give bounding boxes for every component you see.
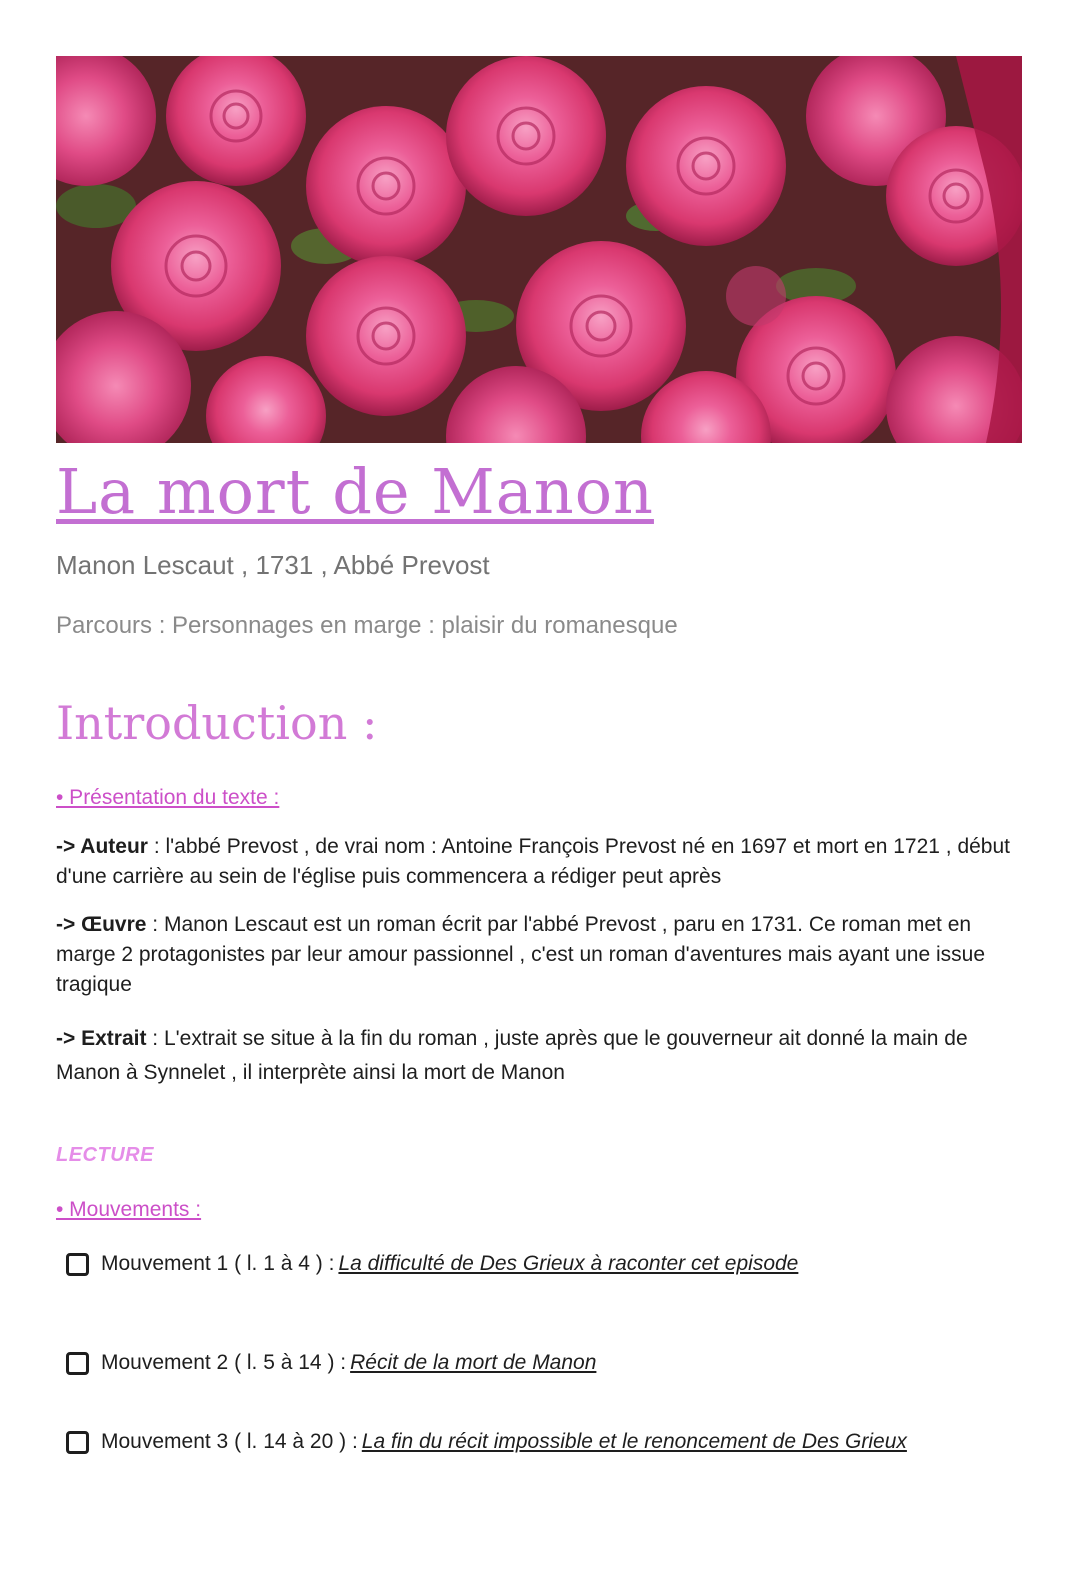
document-subtitle: Manon Lescaut , 1731 , Abbé Prevost: [56, 550, 490, 580]
paragraph-text: : Manon Lescaut est un roman écrit par l'abbé Prevost , paru en 1731. Ce roman met en marge 2 protagonistes par leur amour passionnel , c'est un roman d'aventures mais ayant une issue tragique: [56, 913, 986, 996]
mouvement-description: La fin du récit impossible et le renoncement de Des Grieux: [361, 1430, 907, 1453]
checkbox-icon[interactable]: [66, 1352, 89, 1375]
roses-illustration: [56, 56, 1022, 443]
paragraph-text: : l'abbé Prevost , de vrai nom : Antoine François Prevost né en 1697 et mort en 1721 , début d'une carrière au sein de l'église puis commencera a rédiger peut après: [56, 835, 1010, 888]
roses-banner-image: [56, 56, 1022, 443]
paragraph-label: -> Auteur: [56, 835, 148, 858]
checkbox-icon[interactable]: [66, 1253, 89, 1276]
mouvement-description: Récit de la mort de Manon: [350, 1351, 597, 1374]
mouvement-label: Mouvement 1 ( l. 1 à 4 ) :: [101, 1252, 335, 1275]
mouvement-description: La difficulté de Des Grieux à raconter cet episode: [338, 1252, 799, 1275]
mouvement-item-1: [66, 1249, 798, 1279]
mouvement-label: Mouvement 3 ( l. 14 à 20 ) :: [101, 1430, 358, 1453]
checkbox-icon[interactable]: [66, 1431, 89, 1454]
mouvement-item-3: [66, 1427, 907, 1457]
lecture-label: LECTURE: [56, 1144, 154, 1166]
presentation-heading: • Présentation du texte :: [56, 786, 280, 809]
mouvement-item-2: [66, 1348, 596, 1378]
mouvement-label: Mouvement 2 ( l. 5 à 14 ) :: [101, 1351, 347, 1374]
paragraph-extrait: [56, 1022, 1026, 1090]
parcours-line: Parcours : Personnages en marge : plaisir du romanesque: [56, 612, 678, 639]
mouvements-heading: • Mouvements :: [56, 1198, 202, 1221]
paragraph-label: -> Œuvre: [56, 913, 147, 936]
document-title: La mort de Manon: [56, 455, 654, 528]
paragraph-label: -> Extrait: [56, 1027, 147, 1050]
paragraph-auteur: [56, 832, 1026, 892]
paragraph-oeuvre: [56, 910, 1026, 1000]
section-title-introduction: Introduction :: [56, 696, 378, 750]
paragraph-text: : L'extrait se situe à la fin du roman , juste après que le gouverneur ait donné la main de Manon à Synnelet , il interprète ainsi la mort de Manon: [56, 1027, 968, 1084]
